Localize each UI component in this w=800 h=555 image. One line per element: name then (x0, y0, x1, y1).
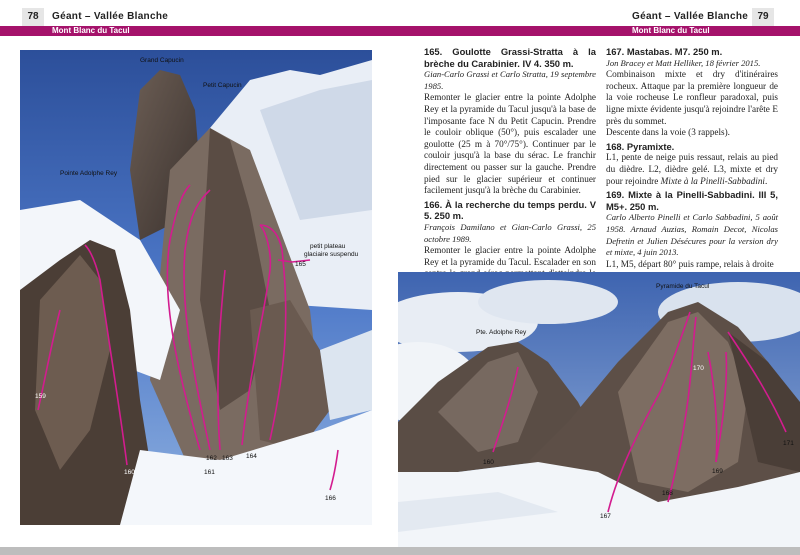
label-petit-capucin: Petit Capucin (203, 82, 242, 89)
running-title-right: Géant – Vallée Blanche (632, 11, 749, 22)
route-label-160-b: 160 (483, 459, 494, 466)
mountain-photo-pyramide (398, 272, 800, 547)
route-167-descent: Descente dans la voie (3 rappels). (606, 127, 730, 138)
label-pyramide-du-tacul: Pyramide du Tacul (656, 283, 710, 290)
route-label-168: 168 (662, 490, 673, 497)
route-168-body: L1, pente de neige puis ressaut, relais au pied du dièdre. L2, dièdre gelé. L3, mixte et dry pour rejoindre Mixte à la Pinelli-Sabbadini. (606, 152, 778, 186)
route-label-163: 163 (222, 455, 233, 462)
label-pte-adolphe-rey: Pte. Adolphe Rey (476, 329, 527, 336)
route-169-body: L1, M5, départ 80° puis rampe, relais à droite (606, 258, 774, 269)
left-header (0, 8, 400, 26)
route-label-170: 170 (693, 365, 704, 372)
route-165-heading: 165. Goulotte Grassi-Stratta à la brèche du Carabinier. IV 4. 350 m. (424, 46, 596, 69)
route-167-body: Combinaison mixte et dry d'itinéraires rocheux. Attaque par la première longueur de la voie rocheuse Le ronfleur paradoxal, puis ligne mixte évidente jusqu'à rejoindre l'arête E près du sommet. (606, 69, 778, 126)
label-plateau-2: glaciaire suspendu (304, 251, 359, 258)
section-subtitle-left: Mont Blanc du Tacul (52, 26, 130, 35)
route-169-heading: 169. Mixte à la Pinelli-Sabbadini. III 5, M5+. 250 m. (606, 189, 778, 212)
route-label-171: 171 (783, 440, 794, 447)
route-165-authors: Gian-Carlo Grassi et Carlo Stratta, 19 septembre 1985. (424, 69, 596, 91)
page-number-right: 79 (752, 8, 774, 26)
route-166-body: Remonter le glacier entre la pointe Adolphe Rey et la pyramide du Tacul. Escalader en son (424, 245, 596, 267)
route-label-161: 161 (204, 469, 215, 476)
label-pointe-adolphe-rey: Pointe Adolphe Rey (60, 170, 118, 177)
label-plateau-1: petit plateau (310, 243, 346, 250)
text-column-1 (424, 46, 596, 303)
route-166-heading: 166. À la recherche du temps perdu. V 5. 250 m. (424, 198, 596, 222)
route-166-authors: François Damilano et Gian-Carlo Grassi, 25 octobre 1989. (424, 221, 596, 244)
route-label-167: 167 (600, 513, 611, 520)
right-header (400, 8, 800, 26)
page-number-left: 78 (22, 8, 44, 26)
section-subtitle-right: Mont Blanc du Tacul (632, 26, 710, 35)
section-band-left (0, 26, 400, 36)
running-title-left: Géant – Vallée Blanche (52, 11, 169, 22)
section-band-right (400, 26, 800, 36)
route-label-159: 159 (35, 393, 46, 400)
route-169-authors: Carlo Alberto Pinelli et Carlo Sabbadini, 5 août 1958. Arnaud Auzias, Romain Decot, Nicolas Defretin et Julien Désécures pour la version dry et mixte, 4 juin 2013. (606, 212, 778, 258)
route-label-165: 165 (295, 261, 306, 268)
route-165-body: Remonter le glacier entre la pointe Adolphe Rey et la pyramide du Tacul jusqu'à la base de l'imposante face N du Petit Capucin. Prendre le couloir oblique (50°), puis escalader une goulotte (25 m à 70°/75°). Continuer par le couloir jusqu'à la base du sérac. Le franchir directement ou passer sur la gauche. Prendre pied sur le glacier supérieur et continuer facilement jusqu'à la brèche du Carabinier. (424, 92, 596, 196)
photo-topo-pyramide (398, 272, 800, 547)
mountain-photo-capucin (20, 50, 372, 525)
route-label-166: 166 (325, 495, 336, 502)
route-167-authors: Jon Bracey et Matt Helliker, 18 février 2015. (606, 57, 761, 68)
route-label-160: 160 (124, 469, 135, 476)
route-label-162: 162 (206, 455, 217, 462)
bottom-bar (0, 547, 800, 555)
label-grand-capucin: Grand Capucin (140, 57, 184, 64)
photo-topo-capucin (20, 50, 372, 525)
route-167-heading: 167. Mastabas. M7. 250 m. (606, 46, 723, 57)
route-label-169: 169 (712, 468, 723, 475)
route-168-heading: 168. Pyramixte. (606, 140, 675, 152)
text-column-2 (606, 46, 778, 270)
route-label-164: 164 (246, 453, 257, 460)
